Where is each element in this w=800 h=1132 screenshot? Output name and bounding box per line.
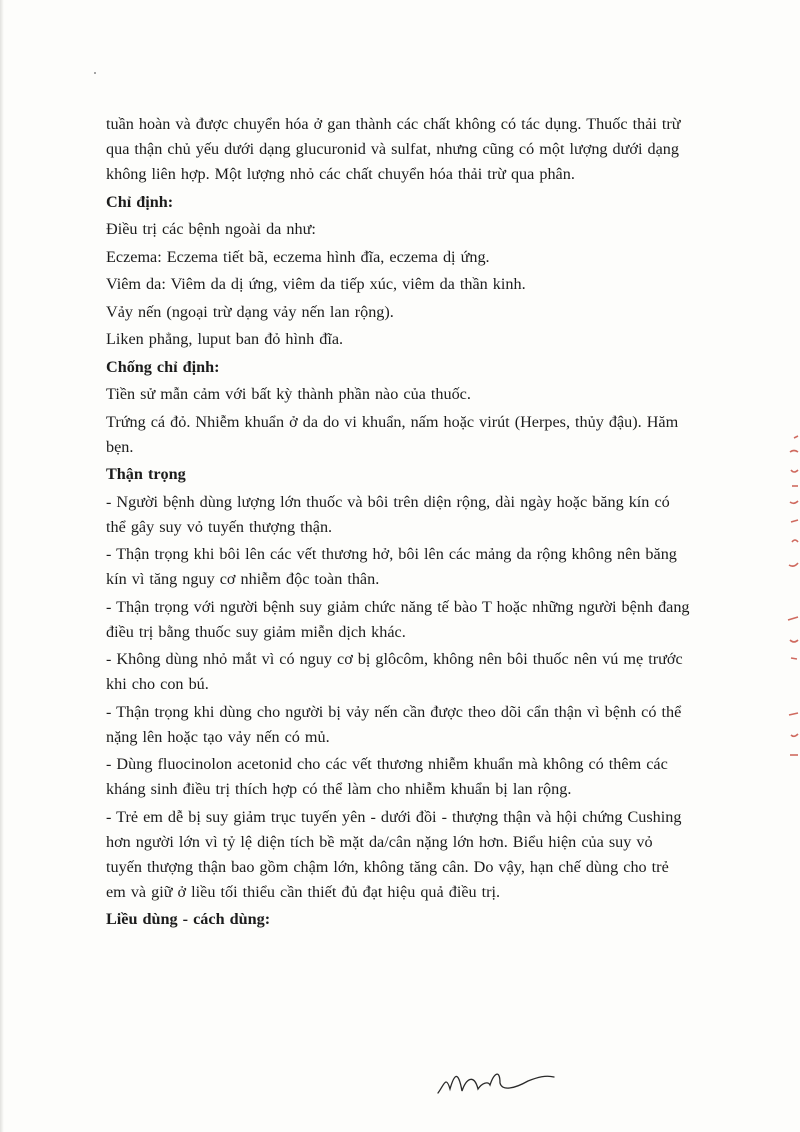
paragraph bbox=[106, 410, 714, 460]
scan-edge-shadow bbox=[0, 0, 4, 1132]
document-body bbox=[106, 112, 714, 932]
text-line: - Thận trọng khi bôi lên các vết thương hở, bôi lên các mảng da rộng không nên băng bbox=[106, 545, 677, 563]
text-line: kín vì tăng nguy cơ nhiễm độc toàn thân. bbox=[106, 570, 380, 588]
section-heading bbox=[106, 907, 714, 932]
heading-text: Chống chỉ định: bbox=[106, 357, 220, 376]
partial-stamp-marks bbox=[764, 430, 800, 780]
paragraph bbox=[106, 700, 714, 750]
paragraph bbox=[106, 327, 714, 352]
text-line: không liên hợp. Một lượng nhỏ các chất chuyển hóa thải trừ qua phân. bbox=[106, 165, 575, 183]
heading-text: Liều dùng - cách dùng: bbox=[106, 910, 271, 928]
text-line: Điều trị các bệnh ngoài da như: bbox=[106, 220, 316, 238]
paragraph bbox=[106, 542, 714, 592]
heading-text: Thận trọng bbox=[106, 465, 186, 483]
text-line: nặng lên hoặc tạo vảy nến có mủ. bbox=[106, 727, 330, 746]
paragraph bbox=[106, 805, 714, 905]
text-line: thể gây suy vỏ tuyến thượng thận. bbox=[106, 517, 333, 536]
text-line: bẹn. bbox=[106, 437, 134, 456]
paragraph bbox=[106, 245, 714, 270]
paragraph bbox=[106, 112, 714, 187]
section-heading bbox=[106, 355, 714, 380]
text-line: - Dùng fluocinolon acetonid cho các vết thương nhiễm khuẩn mà không có thêm các bbox=[106, 755, 668, 773]
text-line: em và giữ ở liều tối thiểu cần thiết đủ đạt hiệu quả điều trị. bbox=[106, 882, 501, 901]
text-line: Viêm da: Viêm da dị ứng, viêm da tiếp xúc, viêm da thần kinh. bbox=[106, 275, 526, 293]
text-line: Eczema: Eczema tiết bã, eczema hình đĩa, eczema dị ứng. bbox=[106, 247, 490, 266]
text-line: Liken phẳng, luput ban đỏ hình đĩa. bbox=[106, 330, 344, 348]
paragraph bbox=[106, 300, 714, 325]
paragraph bbox=[106, 490, 714, 540]
section-heading bbox=[106, 190, 714, 215]
text-line: hơn người lớn vì tỷ lệ diện tích bề mặt da/cân nặng lớn hơn. Biểu hiện của suy vỏ bbox=[106, 832, 653, 851]
heading-text: Chỉ định: bbox=[106, 192, 174, 211]
text-line: khi cho con bú. bbox=[106, 675, 209, 693]
section-heading bbox=[106, 462, 714, 487]
text-line: Vảy nến (ngoại trừ dạng vảy nến lan rộng). bbox=[106, 302, 394, 321]
text-line: - Trẻ em dễ bị suy giảm trục tuyến yên - dưới đồi - thượng thận và hội chứng Cushing bbox=[106, 807, 682, 826]
text-line: tuần hoàn và được chuyển hóa ở gan thành các chất không có tác dụng. Thuốc thải trừ bbox=[106, 115, 681, 133]
scan-speck bbox=[94, 72, 96, 74]
text-line: điều trị bằng thuốc suy giảm miễn dịch khác. bbox=[106, 622, 406, 641]
paragraph bbox=[106, 217, 714, 242]
paragraph bbox=[106, 752, 714, 802]
text-line: qua thận chủ yếu dưới dạng glucuronid và sulfat, nhưng cũng có một lượng dưới dạng bbox=[106, 140, 679, 158]
paragraph bbox=[106, 595, 714, 645]
text-line: Tiền sử mẫn cảm với bất kỳ thành phần nào của thuốc. bbox=[106, 385, 471, 403]
text-line: Trứng cá đỏ. Nhiễm khuẩn ở da do vi khuẩn, nấm hoặc virút (Herpes, thủy đậu). Hăm bbox=[106, 412, 679, 431]
text-line: - Người bệnh dùng lượng lớn thuốc và bôi trên diện rộng, dài ngày hoặc băng kín có bbox=[106, 492, 670, 511]
paragraph bbox=[106, 382, 714, 407]
signature-mark bbox=[430, 1055, 560, 1105]
text-line: kháng sinh điều trị thích hợp có thể làm cho nhiễm khuẩn bị lan rộng. bbox=[106, 780, 572, 798]
text-line: - Thận trọng khi dùng cho người bị vảy nến cần được theo dõi cẩn thận vì bệnh có thể bbox=[106, 702, 682, 721]
text-line: - Không dùng nhỏ mắt vì có nguy cơ bị glôcôm, không nên bôi thuốc nên vú mẹ trước bbox=[106, 650, 683, 668]
text-line: tuyến thượng thận bao gồm chậm lớn, không tăng cân. Do vậy, hạn chế dùng cho trẻ bbox=[106, 857, 669, 876]
text-line: - Thận trọng với người bệnh suy giảm chức năng tế bào T hoặc những người bệnh đang bbox=[106, 597, 690, 616]
paragraph bbox=[106, 272, 714, 297]
paragraph bbox=[106, 647, 714, 697]
